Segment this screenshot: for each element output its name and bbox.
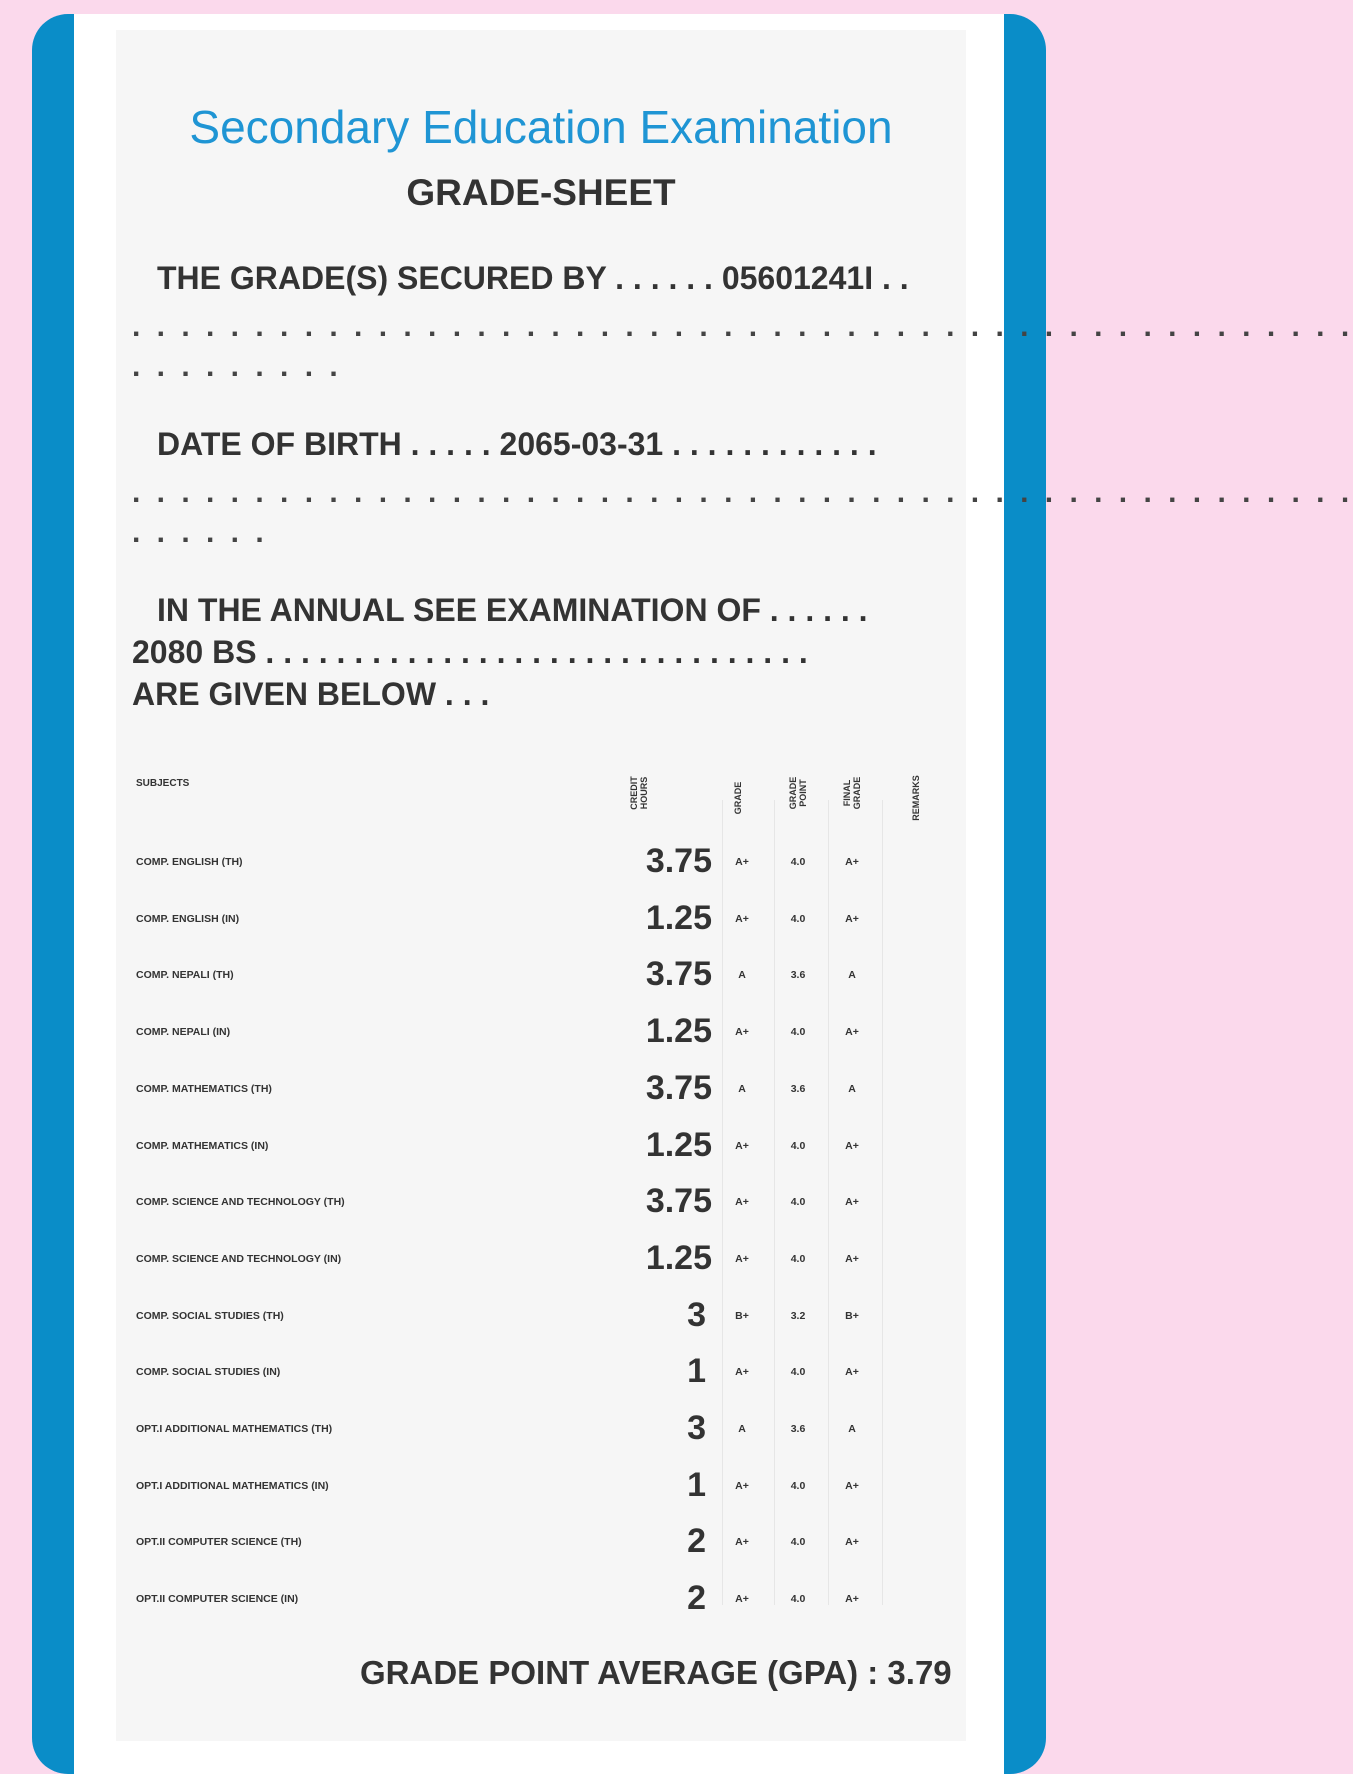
subject-name: COMP. ENGLISH (TH) xyxy=(136,856,243,868)
final-grade: A+ xyxy=(845,1479,859,1492)
given-below-line: ARE GIVEN BELOW . . . xyxy=(132,676,490,712)
final-grade: A xyxy=(848,969,856,982)
secured-by-line: THE GRADE(S) SECURED BY . . . . . . 05601241I . . xyxy=(157,260,909,296)
dob-line: DATE OF BIRTH . . . . . 2065-03-31 . . . . . . . . . . . . xyxy=(157,426,877,462)
subject-name: COMP. ENGLISH (IN) xyxy=(136,912,240,925)
grade: A+ xyxy=(735,1366,749,1379)
final-grade: A+ xyxy=(845,856,859,868)
table-row xyxy=(116,1346,966,1403)
credit-hours: 3.75 xyxy=(645,1068,712,1107)
subject-name: COMP. NEPALI (IN) xyxy=(136,1026,231,1039)
final-grade: A xyxy=(848,1423,856,1435)
final-grade: A+ xyxy=(845,1139,859,1152)
table-row xyxy=(116,1403,966,1460)
credit-hours: 3 xyxy=(687,1409,706,1447)
subject-name: OPT.II COMPUTER SCIENCE (IN) xyxy=(136,1593,299,1606)
credit-hours: 1 xyxy=(687,1352,706,1391)
subject-name: COMP. SCIENCE AND TECHNOLOGY (IN) xyxy=(136,1252,342,1265)
exam-title: Secondary Education Examination xyxy=(189,101,893,153)
table-row xyxy=(116,1063,966,1120)
grade-point: 3.6 xyxy=(790,969,806,982)
final-grade-header: FINAL GRADE xyxy=(842,776,862,810)
grade-point: 4.0 xyxy=(790,1593,806,1606)
table-row xyxy=(116,1460,966,1517)
grade-point-header: GRADE POINT xyxy=(788,776,808,810)
final-grade: A+ xyxy=(845,1366,859,1379)
grade-point: 3.6 xyxy=(790,1423,806,1435)
grade: A+ xyxy=(735,1479,749,1492)
grade-point: 4.0 xyxy=(790,1139,806,1152)
table-row xyxy=(116,1573,966,1630)
table-row xyxy=(116,949,966,1006)
grade: B+ xyxy=(735,1309,749,1322)
table-row xyxy=(116,1176,966,1233)
grade: A+ xyxy=(735,912,749,925)
table-row xyxy=(116,836,966,893)
final-grade: A xyxy=(848,1082,856,1095)
final-grade: A+ xyxy=(845,1536,859,1549)
credit-hours: 3.75 xyxy=(645,1182,712,1221)
grade: A+ xyxy=(735,1196,749,1209)
exam-label: IN THE ANNUAL SEE EXAMINATION OF xyxy=(157,592,761,628)
table-row xyxy=(116,1290,966,1347)
final-grade: A+ xyxy=(845,1593,859,1606)
grade-point: 4.0 xyxy=(790,1366,806,1379)
grade: A xyxy=(738,1082,746,1095)
credit-hours: 1.25 xyxy=(645,898,712,937)
subjects-header: SUBJECTS xyxy=(136,778,190,789)
dob-label: DATE OF BIRTH xyxy=(157,426,402,462)
grade-header: GRADE xyxy=(733,781,743,815)
table-row xyxy=(116,893,966,950)
exam-year-line: 2080 BS . . . . . . . . . . . . . . . . . . . . . . . . . . . . . . . xyxy=(132,634,808,670)
subject-name: COMP. SOCIAL STUDIES (TH) xyxy=(136,1309,284,1322)
credit-hours: 3.75 xyxy=(645,955,712,994)
grade-point: 4.0 xyxy=(790,1536,806,1549)
table-row xyxy=(116,1006,966,1063)
grade: A+ xyxy=(735,1593,749,1606)
final-grade: A+ xyxy=(845,1252,859,1265)
grade-point: 4.0 xyxy=(790,912,806,925)
grade: A+ xyxy=(735,856,749,868)
dob-value: 2065-03-31 xyxy=(499,426,664,462)
credit-hours: 1.25 xyxy=(645,1238,712,1277)
grade: A+ xyxy=(735,1139,749,1152)
grade-point: 4.0 xyxy=(790,1479,806,1492)
subject-name: COMP. NEPALI (TH) xyxy=(136,969,234,982)
subject-name: OPT.I ADDITIONAL MATHEMATICS (TH) xyxy=(136,1423,333,1435)
final-grade: A+ xyxy=(845,1026,859,1039)
subject-name: COMP. SOCIAL STUDIES (IN) xyxy=(136,1366,281,1379)
credit-hours: 3 xyxy=(687,1295,706,1334)
dotted-line: . . . . . . . . . xyxy=(132,350,342,383)
final-grade: A+ xyxy=(845,1196,859,1209)
grade-point: 3.6 xyxy=(790,1082,806,1095)
grade: A xyxy=(738,969,746,982)
secured-by-label: THE GRADE(S) SECURED BY xyxy=(157,260,607,296)
subject-name: COMP. MATHEMATICS (IN) xyxy=(136,1139,269,1152)
grade-point: 4.0 xyxy=(790,856,806,868)
grade: A xyxy=(738,1423,746,1435)
credit-hours: 2 xyxy=(687,1579,706,1618)
grade: A+ xyxy=(735,1026,749,1039)
gpa-value: 3.79 xyxy=(887,1654,952,1691)
exam-line: IN THE ANNUAL SEE EXAMINATION OF . . . . . . xyxy=(157,592,868,628)
secured-by-value: 05601241I xyxy=(721,260,874,296)
grade: A+ xyxy=(735,1252,749,1265)
subject-name: COMP. SCIENCE AND TECHNOLOGY (TH) xyxy=(136,1196,345,1209)
subject-name: COMP. MATHEMATICS (TH) xyxy=(136,1082,272,1095)
grade-point: 3.2 xyxy=(790,1309,806,1322)
table-row xyxy=(116,1516,966,1573)
subject-name: OPT.II COMPUTER SCIENCE (TH) xyxy=(136,1536,302,1549)
credit-hours: 3.75 xyxy=(645,842,712,880)
dotted-line: . . . . . . . . . . . . . . . . . . . . . . . . . . . . . . . . . . . . . . . . . . . . . . . . . . xyxy=(132,476,1353,509)
grade-point: 4.0 xyxy=(790,1026,806,1039)
remarks-header: REMARKS xyxy=(911,775,921,821)
final-grade: B+ xyxy=(845,1309,859,1322)
table-row xyxy=(116,1233,966,1290)
grade-point: 4.0 xyxy=(790,1196,806,1209)
credit-hours: 1 xyxy=(687,1465,706,1504)
dotted-line: . . . . . . . . . . . . . . . . . . . . . . . . . . . . . . . . . . . . . . . . . . . . . . . . . . xyxy=(132,310,1353,343)
exam-year: 2080 BS xyxy=(132,634,257,670)
gpa-label: GRADE POINT AVERAGE (GPA) : xyxy=(360,1654,879,1691)
table-row xyxy=(116,1120,966,1177)
credit-hours-header: CREDIT HOURS xyxy=(629,776,649,810)
grade-sheet xyxy=(116,30,1353,1741)
grade: A+ xyxy=(735,1536,749,1549)
gpa-line xyxy=(360,1654,952,1692)
credit-hours: 1.25 xyxy=(645,1012,712,1051)
dotted-line: . . . . . . xyxy=(132,516,268,549)
subject-name: OPT.I ADDITIONAL MATHEMATICS (IN) xyxy=(136,1479,329,1492)
grade-point: 4.0 xyxy=(790,1252,806,1265)
final-grade: A+ xyxy=(845,912,859,925)
credit-hours: 1.25 xyxy=(645,1125,712,1164)
credit-hours: 2 xyxy=(687,1522,706,1561)
sheet-subtitle: GRADE-SHEET xyxy=(406,172,676,213)
